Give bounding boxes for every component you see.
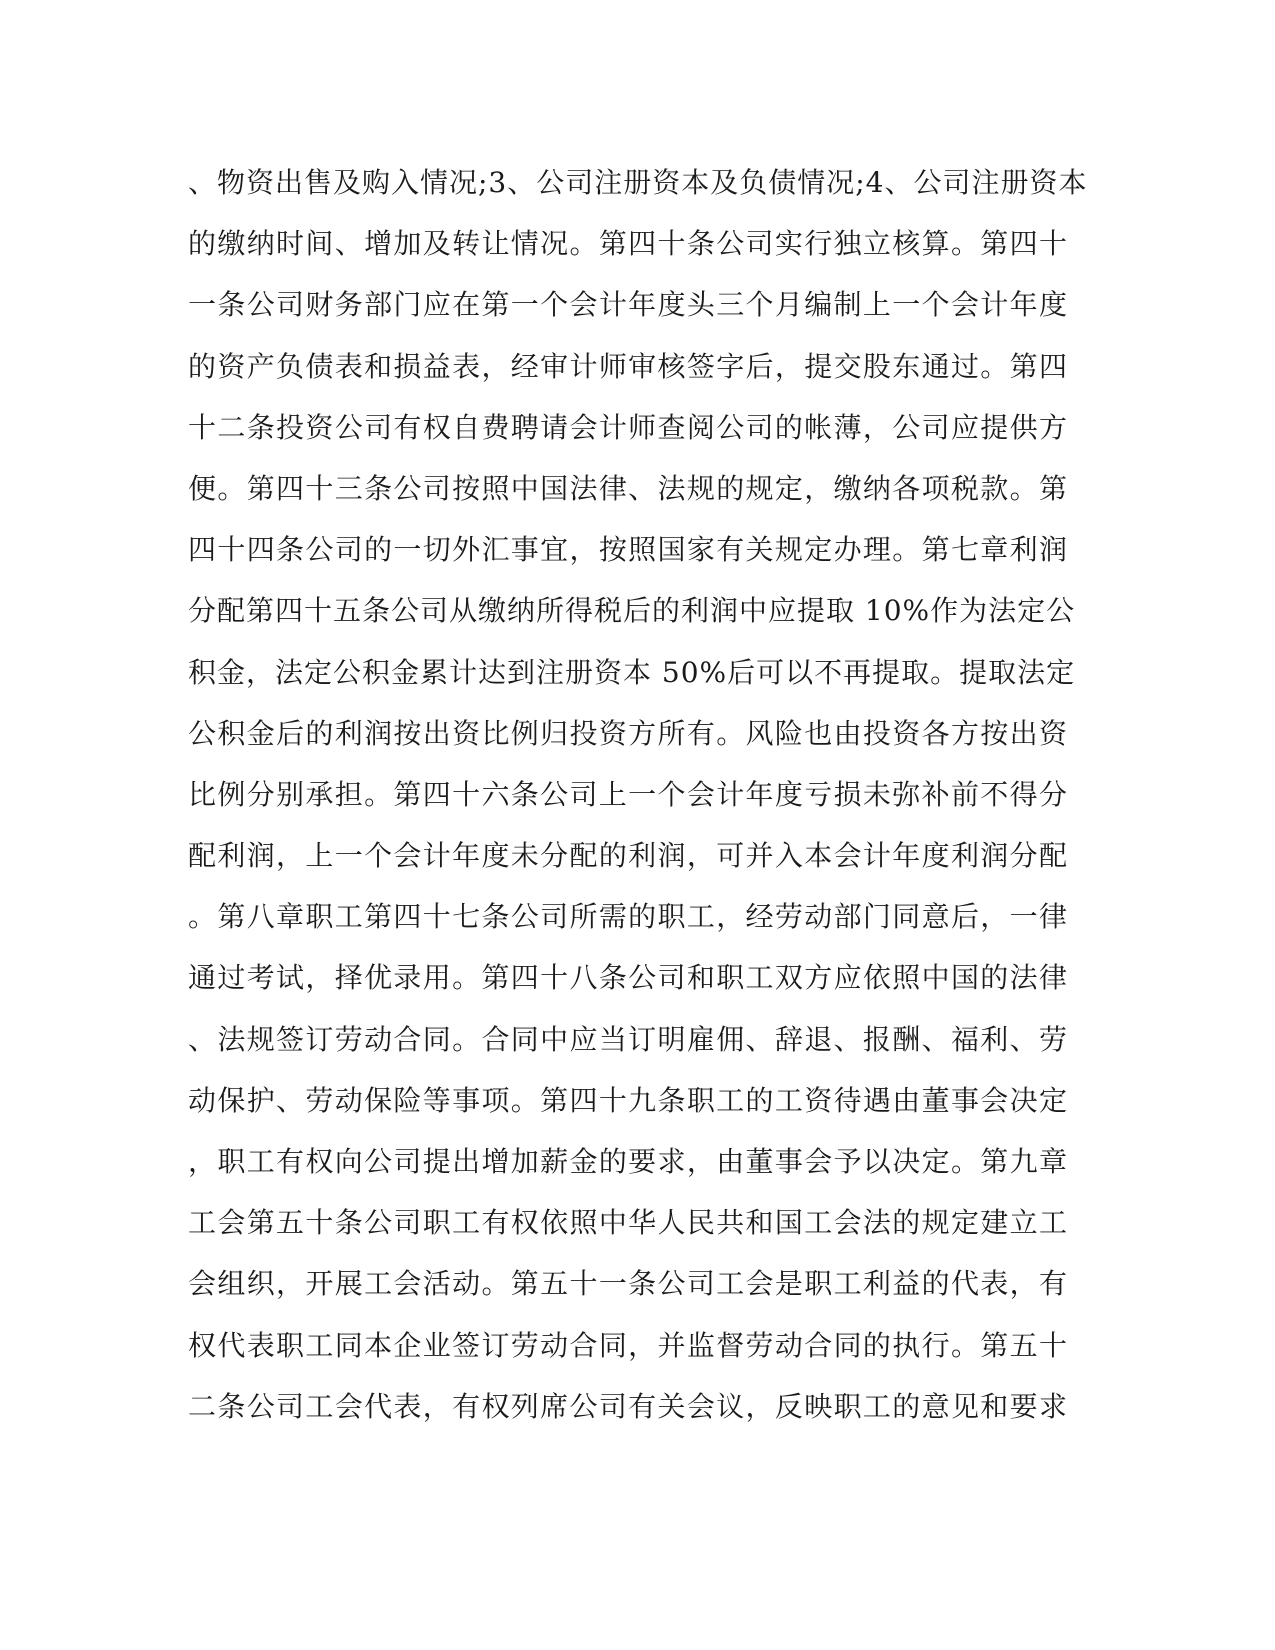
text-line-13: 。第八章职工第四十七条公司所需的职工，经劳动部门同意后，一律 <box>188 900 1068 934</box>
text-line-9: 积金，法定公积金累计达到注册资本 50%后可以不再提取。提取法定 <box>188 655 1076 689</box>
text-line-18: 工会第五十条公司职工有权依照中华人民共和国工会法的规定建立工 <box>188 1206 1068 1240</box>
text-line-12: 配利润，上一个会计年度未分配的利润，可并入本会计年度利润分配 <box>188 839 1068 873</box>
text-line-5: 十二条投资公司有权自费聘请会计师查阅公司的帐薄，公司应提供方 <box>188 410 1068 444</box>
text-line-10: 公积金后的利润按出资比例归投资方所有。风险也由投资各方按出资 <box>188 716 1068 750</box>
text-line-19: 会组织，开展工会活动。第五十一条公司工会是职工利益的代表，有 <box>188 1267 1068 1301</box>
text-line-8: 分配第四十五条公司从缴纳所得税后的利润中应提取 10%作为法定公 <box>188 594 1076 628</box>
text-line-15: 、法规签订劳动合同。合同中应当订明雇佣、辞退、报酬、福利、劳 <box>188 1022 1068 1056</box>
text-line-2: 的缴纳时间、增加及转让情况。第四十条公司实行独立核算。第四十 <box>188 227 1068 261</box>
text-line-4: 的资产负债表和损益表，经审计师审核签字后，提交股东通过。第四 <box>188 349 1068 383</box>
text-line-14: 通过考试，择优录用。第四十八条公司和职工双方应依照中国的法律 <box>188 961 1068 995</box>
text-line-1: 、物资出售及购入情况;3、公司注册资本及负债情况;4、公司注册资本 <box>188 166 1088 199</box>
text-line-20: 权代表职工同本企业签订劳动合同，并监督劳动合同的执行。第五十 <box>188 1328 1068 1362</box>
text-line-21: 二条公司工会代表，有权列席公司有关会议，反映职工的意见和要求 <box>188 1389 1068 1423</box>
text-line-11: 比例分别承担。第四十六条公司上一个会计年度亏损未弥补前不得分 <box>188 777 1068 811</box>
text-line-6: 便。第四十三条公司按照中国法律、法规的规定，缴纳各项税款。第 <box>188 471 1068 505</box>
text-line-17: ，职工有权向公司提出增加薪金的要求，由董事会予以决定。第九章 <box>188 1145 1068 1178</box>
text-line-7: 四十四条公司的一切外汇事宜，按照国家有关规定办理。第七章利润 <box>188 533 1068 567</box>
body-text <box>188 163 1088 1448</box>
text-line-16: 动保护、劳动保险等事项。第四十九条职工的工资待遇由董事会决定 <box>188 1083 1068 1117</box>
text-line-3: 一条公司财务部门应在第一个会计年度头三个月编制上一个会计年度 <box>188 288 1068 322</box>
